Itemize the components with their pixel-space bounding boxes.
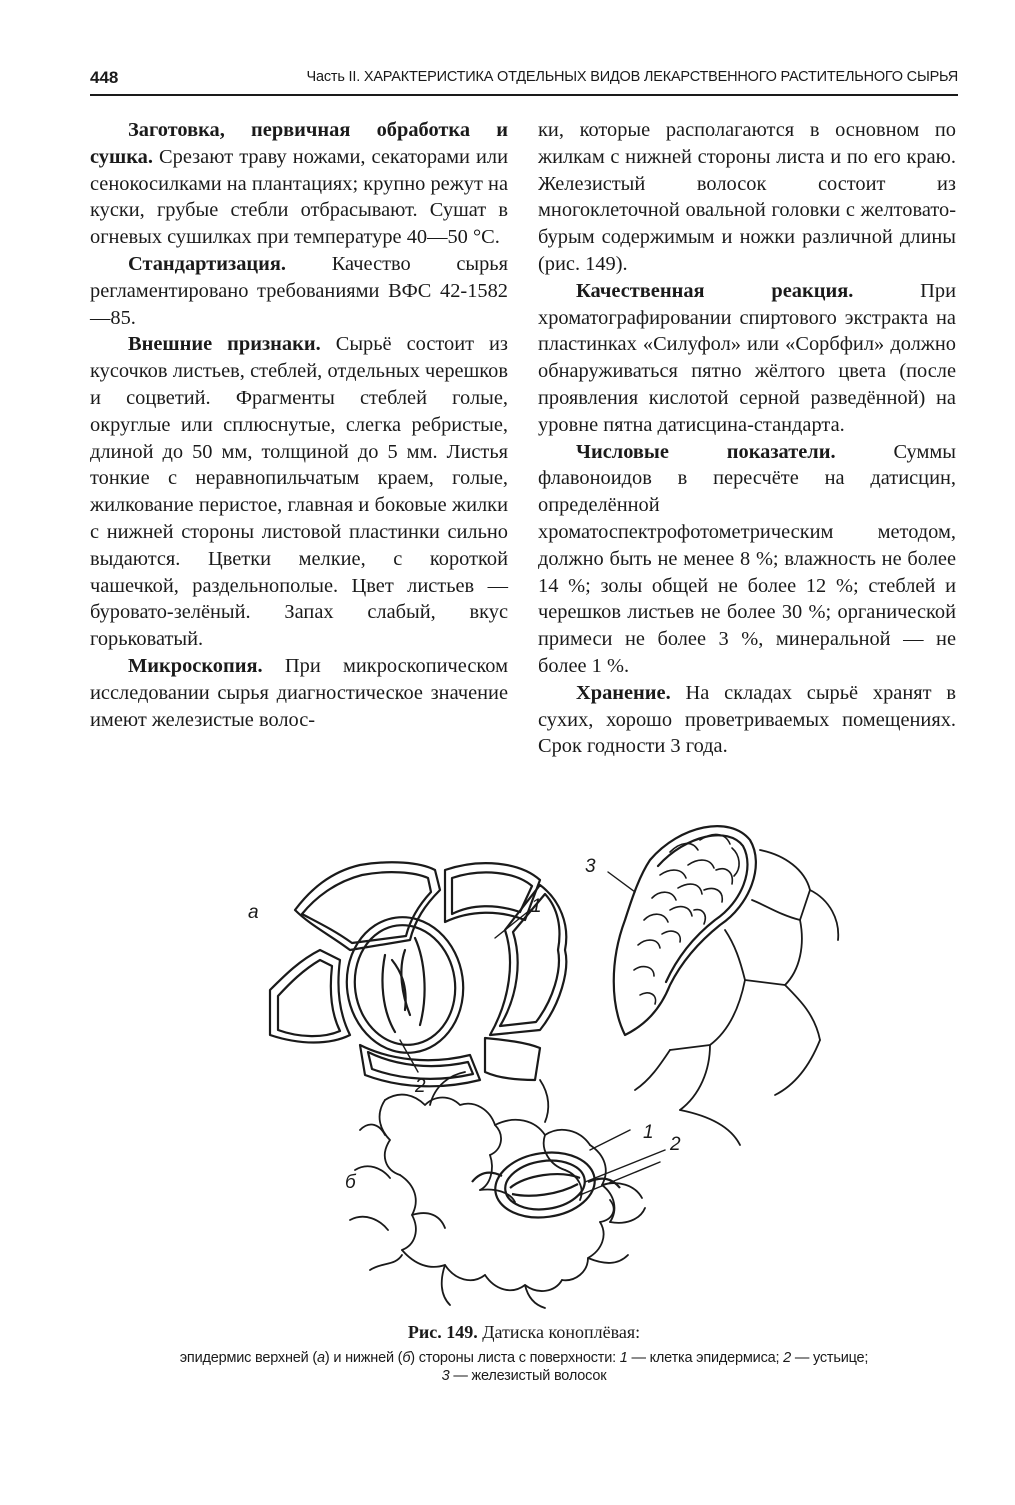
text-numeric: Суммы флавоноидов в пересчёте на датисцин, определённой хроматоспектрофотометрическим методом, должно быть не менее 8 %; влажность не более 14 %; золы общей не более 12 %; стеблей и черешков листьев не более 30 %; органической примеси не более 3 %, минеральной — не более 1 %. — [538, 440, 956, 677]
caption-title — [90, 1322, 958, 1343]
paragraph-microscopy — [90, 653, 508, 733]
paragraph-storage — [538, 680, 956, 760]
text-reaction: При хроматографировании спиртового экстракта на пластинках «Силуфол» или «Сорбфил» должно обнаруживаться пятно жёлтого цвета (после проявления кислотой серной разведённой) на уровне пятна датисцина-стандарта. — [538, 279, 956, 436]
caption-item-2: — устьице; — [791, 1350, 869, 1366]
heading-microscopy: Микроскопия. — [128, 654, 263, 677]
caption-letter-b: б — [402, 1350, 411, 1366]
page-number: 448 — [90, 68, 119, 87]
text-features: Сырьё состоит из кусочков листьев, стеблей, отдельных черешков и соцветий. Фрагменты стеблей голые, округлые или сплюснутые, слегка ребристые, длиной до 50 мм, толщиной до 5 мм. Листья тонкие с неравнопильчатым краем, голые, жилкование перистое, главная и боковые жилки с нижней стороны листовой пластинки сильно выдаются. Цветки мелкие, с короткой чашечкой, раздельнополые. Цвет листьев — буровато-зелёный. Запах слабый, вкус горьковатый. — [90, 333, 508, 651]
figure-caption — [90, 1322, 958, 1385]
heading-numeric: Числовые показатели. — [576, 440, 836, 463]
label-b: б — [345, 1172, 356, 1193]
caption-letter-a: а — [317, 1350, 325, 1366]
label-1-top: 1 — [531, 896, 542, 917]
heading-harvest: Заготовка, первичная обработка и сушка. — [90, 119, 508, 168]
caption-part: эпидермис верхней ( — [179, 1350, 318, 1366]
paragraph-numeric — [538, 439, 956, 680]
caption-number-1: 1 — [619, 1350, 628, 1366]
text-storage: На складах сырьё хранят в сухих, хорошо проветриваемых помещениях. Срок годности 3 года. — [538, 681, 956, 758]
caption-item-1: — клетка эпидермиса; — [627, 1350, 784, 1366]
figure-149 — [240, 810, 840, 1310]
caption-number-3: 3 — [441, 1368, 450, 1384]
caption-legend — [90, 1349, 958, 1385]
lower-stoma — [472, 1146, 620, 1223]
caption-part: ) и нижней ( — [324, 1350, 403, 1366]
epidermis-illustration — [240, 810, 840, 1310]
heading-features: Внешние признаки. — [128, 333, 321, 356]
label-1-bottom: 1 — [643, 1122, 654, 1143]
text-harvest: Срезают траву ножами, секаторами или сенокосилками на плантациях; крупно режут на куски, грубые стебли отбрасывают. Сушат в огневых сушилках при температуре 40—50 °С. — [90, 145, 508, 249]
right-column — [538, 117, 956, 760]
text-microscopy-cont: ки, которые располагаются в основном по жилкам с нижней стороны листа и по его краю. Железистый волосок состоит из многоклеточной овальной головки с желтовато-бурым содержимым и ножки различной длины (рис. 149). — [538, 119, 956, 275]
label-a: а — [248, 902, 259, 923]
caption-part: ) стороны листа с поверхности: — [410, 1350, 620, 1366]
glandular-hair-drawing — [608, 826, 838, 1145]
paragraph-reaction — [538, 278, 956, 439]
caption-number-2: 2 — [783, 1350, 792, 1366]
paragraph-microscopy-cont — [538, 117, 956, 278]
page-header — [90, 66, 958, 96]
upper-stoma — [338, 910, 472, 1061]
caption-figure-number: Рис. 149. — [407, 1322, 478, 1342]
lower-epidermis-drawing — [350, 1072, 645, 1308]
heading-standard: Стандартизация. — [128, 252, 287, 275]
label-3: 3 — [585, 856, 596, 877]
paragraph-features — [90, 331, 508, 653]
text-standard: Качество сырья регламентировано требованиями ВФС 42-1582—85. — [90, 252, 508, 329]
heading-reaction: Качественная реакция. — [576, 279, 854, 302]
caption-item-3: — железистый волосок — [449, 1368, 607, 1384]
paragraph-harvest — [90, 117, 508, 251]
text-microscopy: При микроскопическом исследовании сырья диагностическое значение имеют железистые волос- — [90, 654, 508, 731]
running-head: Часть II. ХАРАКТЕРИСТИКА ОТДЕЛЬНЫХ ВИДОВ ЛЕКАРСТВЕННОГО РАСТИТЕЛЬНОГО СЫРЬЯ — [306, 69, 958, 85]
label-2-top: 2 — [415, 1076, 426, 1097]
upper-epidermis-drawing — [270, 862, 566, 1086]
caption-figure-title: Датиска коноплёвая: — [482, 1322, 641, 1342]
paragraph-standard — [90, 251, 508, 331]
left-column — [90, 117, 508, 733]
label-2-bottom: 2 — [670, 1134, 681, 1155]
heading-storage: Хранение. — [576, 681, 671, 704]
